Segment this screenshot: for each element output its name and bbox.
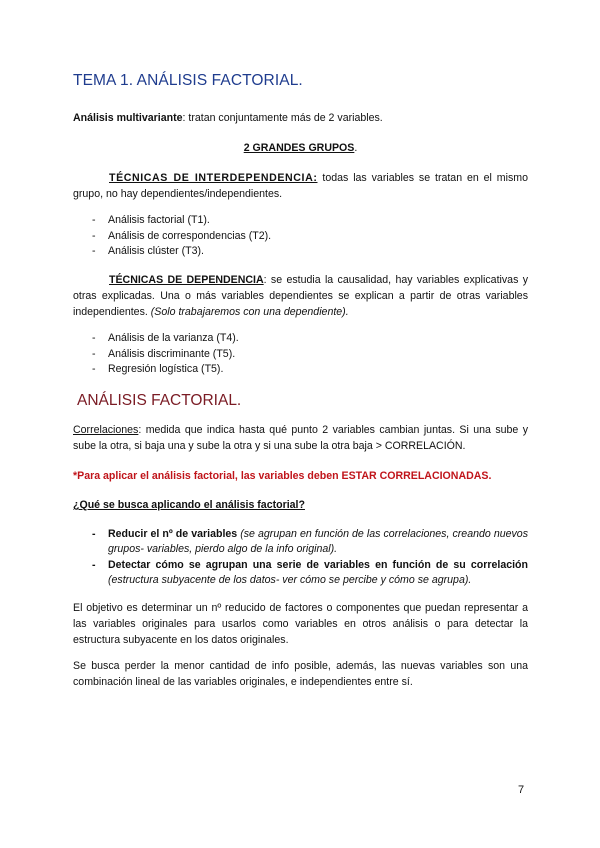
multivariante-text: : tratan conjuntamente más de 2 variables. <box>182 112 383 124</box>
page-title: TEMA 1. ANÁLISIS FACTORIAL. <box>73 72 303 89</box>
correlaciones-term: Correlaciones <box>73 424 139 436</box>
list-item: - Análisis clúster (T3). <box>92 244 271 260</box>
multivariante-term: Análisis multivariante <box>73 112 183 124</box>
list-item: - Regresión logística (T5). <box>92 362 239 378</box>
list-item: - Análisis de correspondencias (T2). <box>92 229 271 245</box>
objetivo-paragraph: El objetivo es determinar un nº reducido de factores o componentes que puedan representar a las variables originales para usarlos como variables en otros análisis o para detectar la estructura subyacente en los datos originales. <box>73 602 528 646</box>
grupos-heading-line <box>73 142 528 154</box>
dependencia-paragraph <box>73 272 528 320</box>
correlaciones-definition <box>73 422 528 454</box>
perder-paragraph: Se busca perder la menor cantidad de info posible, además, las nuevas variables son una combinación lineal de las variables originales, e independientes entre sí. <box>73 660 528 688</box>
dependencia-list <box>92 331 239 378</box>
section-title: ANÁLISIS FACTORIAL. <box>77 392 242 409</box>
dependencia-text: : se estudia la causalidad, hay variables explicativas y otras explicadas. Una o más variables dependientes se explican a partir de otras variables independientes. <box>73 274 528 318</box>
list-item: - Análisis de la varianza (T4). <box>92 331 239 347</box>
list-item: - Análisis factorial (T1). <box>92 213 271 229</box>
grupos-heading-dot: . <box>354 142 358 154</box>
interdependencia-text: todas las variables se tratan en el mismo grupo, no hay dependientes/independientes. <box>73 172 528 200</box>
correlaciones-text: : medida que indica hasta qué punto 2 variables cambian juntas. Si una sube y sube la otra, si baja una y sube la otra y si una sube la otra baja > CORRELACIÓN. <box>73 424 528 452</box>
dependencia-note: (Solo trabajaremos con una dependiente). <box>150 306 349 318</box>
interdependencia-list <box>92 213 271 260</box>
goals-list <box>92 527 528 589</box>
dependencia-term: TÉCNICAS DE DEPENDENCIA <box>109 274 264 286</box>
list-item <box>92 558 528 587</box>
goals-question: ¿Qué se busca aplicando el análisis factorial? <box>73 499 305 511</box>
goal-detail: (se agrupan en función de las correlaciones, creando nuevos grupos- variables, pierdo algo de la info original). <box>108 528 528 555</box>
list-item: - Análisis discriminante (T5). <box>92 347 239 363</box>
page-number: 7 <box>518 784 525 796</box>
goal-title: Detectar cómo se agrupan una serie de variables en función de su correlación <box>108 559 528 571</box>
interdependencia-term: TÉCNICAS DE INTERDEPENDENCIA: <box>109 172 318 184</box>
list-item <box>92 527 528 556</box>
correlation-warning: *Para aplicar el análisis factorial, las variables deben ESTAR CORRELACIONADAS. <box>73 470 492 482</box>
multivariante-definition <box>73 110 528 126</box>
goal-detail: (estructura subyacente de los datos- ver cómo se percibe y cómo se agrupa). <box>108 573 472 586</box>
goal-title: Reducir el nº de variables <box>108 528 238 540</box>
grupos-heading: 2 GRANDES GRUPOS <box>243 142 355 154</box>
interdependencia-paragraph <box>73 170 528 202</box>
